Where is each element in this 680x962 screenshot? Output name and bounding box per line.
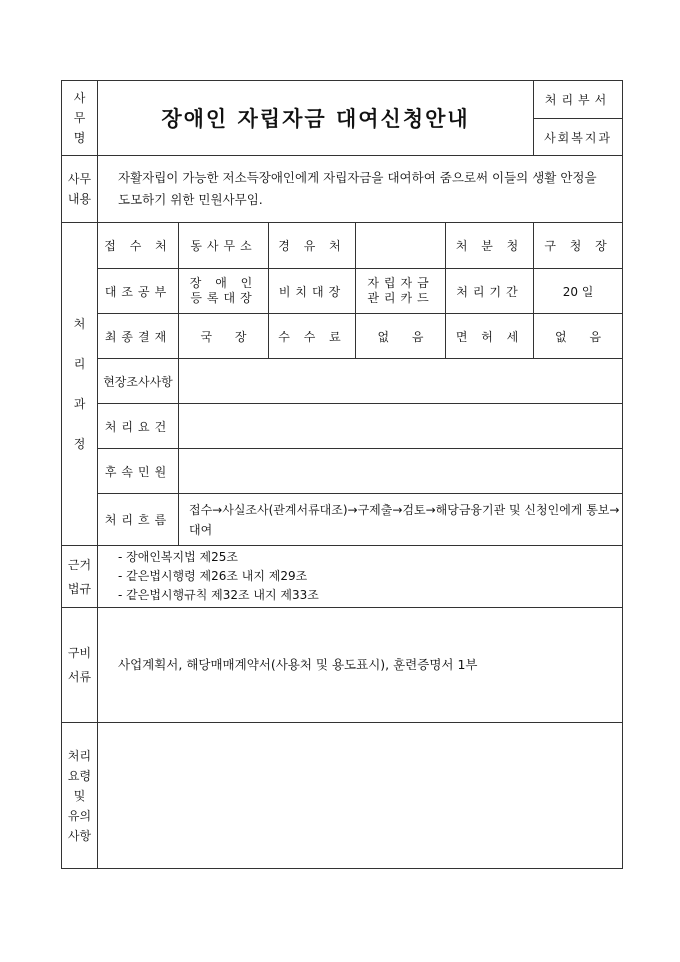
process-label: 처 리 과 정 xyxy=(62,223,98,546)
cell: 장 애 인 등록대장 xyxy=(179,269,269,314)
content-text: 자활자립이 가능한 저소득장애인에게 자립자금을 대여하여 줌으로써 이들의 생활 안정을 도모하기 위한 민원사무임. xyxy=(98,156,623,223)
cell: 최종결재 xyxy=(98,314,179,359)
follow-label: 후속민원 xyxy=(98,449,179,494)
law-list xyxy=(98,546,623,608)
cell: 없 음 xyxy=(534,314,623,359)
page-title: 장애인 자립자금 대여신청안내 xyxy=(98,81,534,156)
content-label: 사무 내용 xyxy=(62,156,98,223)
cell: 20 일 xyxy=(534,269,623,314)
law-item: - 같은법시행령 제26조 내지 제29조 xyxy=(118,569,308,583)
cell: 수 수 료 xyxy=(269,314,356,359)
cell: 동사무소 xyxy=(179,223,269,269)
task-name-label: 사 무 명 xyxy=(62,81,98,156)
docs-text: 사업계획서, 해당매매계약서(사용처 및 용도표시), 훈련증명서 1부 xyxy=(98,608,623,723)
cell: 처 분 청 xyxy=(446,223,534,269)
notes-value xyxy=(98,723,623,869)
cell: 대조공부 xyxy=(98,269,179,314)
req-label: 처리요건 xyxy=(98,404,179,449)
dept-label: 처리부서 xyxy=(534,81,623,119)
cell: 면 허 세 xyxy=(446,314,534,359)
law-item: - 장애인복지법 제25조 xyxy=(118,550,238,564)
cell: 경 유 처 xyxy=(269,223,356,269)
cell: 없 음 xyxy=(356,314,446,359)
flow-label: 처리흐름 xyxy=(98,494,179,546)
notes-label: 처리 요령 및 유의 사항 xyxy=(62,723,98,869)
flow-value: 접수→사실조사(관계서류대조)→구제출→검토→해당금융기관 및 신청인에게 통보→대여 xyxy=(179,494,623,546)
dept-value: 사회복지과 xyxy=(534,119,623,156)
cell: 자립자금 관리카드 xyxy=(356,269,446,314)
law-item: - 같은법시행규칙 제32조 내지 제33조 xyxy=(118,588,319,602)
cell: 비치대장 xyxy=(269,269,356,314)
cell: 국 장 xyxy=(179,314,269,359)
req-value xyxy=(179,404,623,449)
survey-label: 현장조사사항 xyxy=(98,359,179,404)
cell: 접 수 처 xyxy=(98,223,179,269)
follow-value xyxy=(179,449,623,494)
survey-value xyxy=(179,359,623,404)
cell xyxy=(356,223,446,269)
law-label: 근거 법규 xyxy=(62,546,98,608)
docs-label: 구비 서류 xyxy=(62,608,98,723)
cell: 처리기간 xyxy=(446,269,534,314)
cell: 구 청 장 xyxy=(534,223,623,269)
guide-form xyxy=(61,80,623,869)
